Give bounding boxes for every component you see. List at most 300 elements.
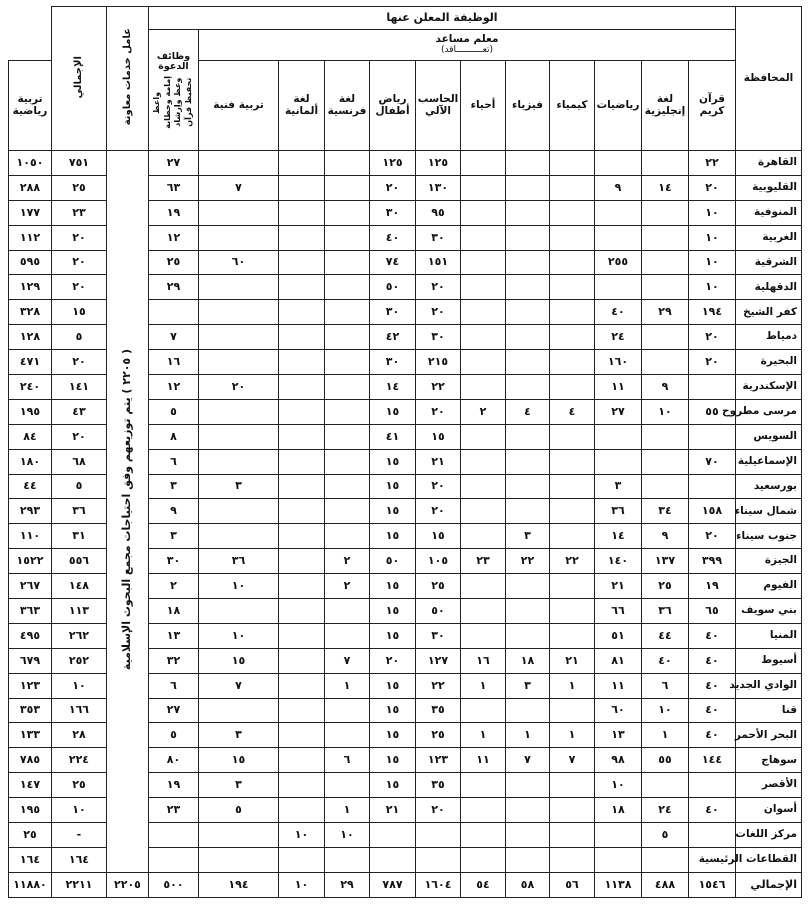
value-cell: ٢٠ [689, 325, 736, 350]
value-cell: ٩ [148, 499, 198, 524]
value-cell: ٧ [199, 673, 279, 698]
value-cell [416, 847, 461, 872]
value-cell: ٣٩٩ [689, 549, 736, 574]
value-cell [279, 424, 325, 449]
value-cell [279, 673, 325, 698]
value-cell [279, 723, 325, 748]
value-cell [506, 449, 550, 474]
value-cell [199, 300, 279, 325]
value-cell: ٤٠ [689, 648, 736, 673]
value-cell: ٣ [506, 524, 550, 549]
value-cell: ٤٠ [689, 723, 736, 748]
value-cell: ٥١ [595, 623, 642, 648]
governorate-cell: سوهاج [736, 748, 802, 773]
value-cell [461, 798, 506, 823]
value-cell: ٩٨ [595, 748, 642, 773]
value-cell [199, 524, 279, 549]
total-cell: ١٩٥ [9, 798, 52, 823]
worker-cell: ٢٥ [51, 175, 106, 200]
value-cell: ٣٠ [148, 549, 198, 574]
total-value-cell: ١٠ [279, 872, 325, 897]
value-cell: ١٦ [148, 350, 198, 375]
value-cell [279, 574, 325, 599]
total-value-cell: ٥٤ [461, 872, 506, 897]
value-cell: ٢٥ [416, 723, 461, 748]
value-cell: ١٥ [370, 499, 416, 524]
value-cell: ٢٣ [461, 549, 506, 574]
value-cell: ١٠ [689, 200, 736, 225]
governorate-cell: كفر الشيخ [736, 300, 802, 325]
value-cell: ٣٦ [642, 599, 689, 624]
value-cell: ٤ [506, 399, 550, 424]
value-cell [550, 449, 595, 474]
value-cell: ١٣ [148, 623, 198, 648]
value-cell [595, 823, 642, 848]
total-cell: ٣٥٣ [9, 698, 52, 723]
total-cell: ١٥٢٢ [9, 549, 52, 574]
value-cell [279, 499, 325, 524]
total-cell: ١٤٧ [9, 773, 52, 798]
value-cell [506, 798, 550, 823]
value-cell [550, 524, 595, 549]
value-cell: ٥٠ [370, 549, 416, 574]
value-cell [689, 424, 736, 449]
value-cell [461, 449, 506, 474]
value-cell [279, 399, 325, 424]
value-cell [325, 325, 370, 350]
value-cell: ٤٤ [642, 623, 689, 648]
value-cell [461, 623, 506, 648]
worker-cell: ٢٠ [51, 225, 106, 250]
value-cell [279, 200, 325, 225]
value-cell: ١٠ [642, 399, 689, 424]
value-cell: ١٨ [595, 798, 642, 823]
value-cell [325, 175, 370, 200]
total-value-cell: ١١٣٨ [595, 872, 642, 897]
value-cell [199, 823, 279, 848]
value-cell [595, 200, 642, 225]
value-cell: ٢٠ [416, 499, 461, 524]
value-cell [550, 151, 595, 176]
value-cell: ١٨ [506, 648, 550, 673]
value-cell: ١٢٣ [416, 748, 461, 773]
total-cell: ٢٦٧ [9, 574, 52, 599]
value-cell [461, 424, 506, 449]
col-subject-english: لغة إنجليزية [642, 61, 689, 151]
total-value-cell: ٧٨٧ [370, 872, 416, 897]
value-cell: ٢٠ [370, 175, 416, 200]
value-cell [461, 375, 506, 400]
value-cell [642, 275, 689, 300]
worker-cell: ٢٨ [51, 723, 106, 748]
value-cell: ٢٥ [642, 574, 689, 599]
governorate-cell: القطاعات الرئيسية [736, 847, 802, 872]
governorate-cell: مرسى مطروح [736, 399, 802, 424]
value-cell [506, 350, 550, 375]
worker-cell: ٢٥٢ [51, 648, 106, 673]
value-cell [199, 200, 279, 225]
value-cell [461, 175, 506, 200]
value-cell: ٢٠ [416, 474, 461, 499]
value-cell [325, 599, 370, 624]
governorate-cell: شمال سيناء [736, 499, 802, 524]
value-cell: ١ [461, 673, 506, 698]
totals-row [9, 872, 802, 897]
value-cell [325, 399, 370, 424]
value-cell [550, 474, 595, 499]
value-cell: ٥٠ [370, 275, 416, 300]
value-cell [689, 773, 736, 798]
value-cell [550, 200, 595, 225]
value-cell: ١٨ [148, 599, 198, 624]
value-cell [199, 325, 279, 350]
value-cell [461, 151, 506, 176]
value-cell [642, 200, 689, 225]
value-cell: ٤٠ [595, 300, 642, 325]
value-cell: ٢٥٥ [595, 250, 642, 275]
value-cell: ٣٠ [416, 623, 461, 648]
worker-cell: ٤٣ [51, 399, 106, 424]
value-cell [595, 424, 642, 449]
value-cell [461, 524, 506, 549]
value-cell [325, 449, 370, 474]
value-cell [325, 275, 370, 300]
value-cell: ٧٤ [370, 250, 416, 275]
value-cell [461, 698, 506, 723]
value-cell [689, 823, 736, 848]
value-cell [370, 847, 416, 872]
value-cell [550, 325, 595, 350]
value-cell [506, 599, 550, 624]
value-cell: ٣ [199, 474, 279, 499]
value-cell [550, 623, 595, 648]
value-cell: ١٢٥ [416, 151, 461, 176]
value-cell: ١٥ [416, 424, 461, 449]
value-cell: ١٥ [370, 698, 416, 723]
value-cell [199, 698, 279, 723]
worker-cell: ٣١ [51, 524, 106, 549]
value-cell [461, 250, 506, 275]
value-cell [370, 823, 416, 848]
total-value-cell: ١٥٤٦ [689, 872, 736, 897]
value-cell [199, 399, 279, 424]
value-cell [199, 151, 279, 176]
value-cell [279, 798, 325, 823]
governorate-cell: بني سويف [736, 599, 802, 624]
value-cell [550, 823, 595, 848]
value-cell [461, 225, 506, 250]
governorate-cell: أسيوط [736, 648, 802, 673]
value-cell: ٢٥ [148, 250, 198, 275]
value-cell [461, 773, 506, 798]
value-cell [461, 300, 506, 325]
value-cell [506, 325, 550, 350]
value-cell [279, 375, 325, 400]
total-cell: ١٠٥٠ [9, 151, 52, 176]
value-cell: ٩ [642, 375, 689, 400]
value-cell: ٣٠ [416, 325, 461, 350]
value-cell: ٢ [325, 574, 370, 599]
col-subject-biology: أحياء [461, 61, 506, 151]
value-cell: ٢٠ [370, 648, 416, 673]
value-cell [550, 424, 595, 449]
governorate-cell: الفيوم [736, 574, 802, 599]
value-cell: ٤٠ [689, 673, 736, 698]
value-cell [550, 698, 595, 723]
value-cell: ١٠ [689, 250, 736, 275]
value-cell: ١٦ [461, 648, 506, 673]
value-cell: ٩٥ [416, 200, 461, 225]
total-dawa-cell: ٢٢٠٥ [106, 872, 148, 897]
worker-cell: ١٠ [51, 673, 106, 698]
value-cell: ١٥ [370, 673, 416, 698]
value-cell: ٧ [550, 748, 595, 773]
value-cell [325, 300, 370, 325]
worker-cell: ٥٥٦ [51, 549, 106, 574]
value-cell: ١ [550, 673, 595, 698]
total-cell: ٧٨٥ [9, 748, 52, 773]
value-cell [325, 723, 370, 748]
value-cell [325, 524, 370, 549]
value-cell: ٢٠ [689, 524, 736, 549]
worker-cell: ٢٠ [51, 250, 106, 275]
value-cell [461, 275, 506, 300]
dawa-note-cell [106, 151, 148, 873]
value-cell [642, 250, 689, 275]
value-cell [461, 823, 506, 848]
governorate-cell: البحيرة [736, 350, 802, 375]
value-cell: ١٠٥ [416, 549, 461, 574]
governorate-cell: المنيا [736, 623, 802, 648]
value-cell: ٩ [642, 524, 689, 549]
value-cell: ١٢٥ [370, 151, 416, 176]
value-cell: ١١ [595, 673, 642, 698]
governorate-cell: الأقصر [736, 773, 802, 798]
worker-cell: - [51, 823, 106, 848]
value-cell: ٢٩ [148, 275, 198, 300]
value-cell: ٢٠ [416, 300, 461, 325]
value-cell: ١ [461, 723, 506, 748]
value-cell: ١٣٧ [642, 549, 689, 574]
value-cell [506, 200, 550, 225]
total-cell: ١٣٣ [9, 723, 52, 748]
value-cell [550, 599, 595, 624]
value-cell [279, 325, 325, 350]
governorate-cell: القاهرة [736, 151, 802, 176]
total-value-cell: ٢٩ [325, 872, 370, 897]
value-cell: ٢٢ [550, 549, 595, 574]
value-cell: ١٤ [370, 375, 416, 400]
total-cell: ٢٥ [9, 823, 52, 848]
value-cell [506, 424, 550, 449]
value-cell [506, 474, 550, 499]
value-cell: ٦٣ [148, 175, 198, 200]
governorate-cell: جنوب سيناء [736, 524, 802, 549]
value-cell [199, 599, 279, 624]
value-cell [279, 225, 325, 250]
value-cell: ١٤ [642, 175, 689, 200]
worker-cell: ٦٨ [51, 449, 106, 474]
value-cell: ٢٠ [689, 350, 736, 375]
value-cell [550, 175, 595, 200]
value-cell [642, 350, 689, 375]
value-cell: ٢٤ [642, 798, 689, 823]
value-cell [550, 798, 595, 823]
value-cell [506, 823, 550, 848]
value-cell [550, 250, 595, 275]
value-cell: ٣ [148, 474, 198, 499]
value-cell: ٢٠ [416, 399, 461, 424]
value-cell [506, 300, 550, 325]
value-cell [325, 375, 370, 400]
value-cell: ٢١ [416, 449, 461, 474]
worker-cell: ٧٥١ [51, 151, 106, 176]
value-cell [461, 599, 506, 624]
value-cell [148, 300, 198, 325]
value-cell: ٢١٥ [416, 350, 461, 375]
value-cell: ٢ [325, 549, 370, 574]
value-cell: ٥ [148, 723, 198, 748]
value-cell: ٦٠ [595, 698, 642, 723]
value-cell [506, 250, 550, 275]
worker-cell: ١١٣ [51, 599, 106, 624]
total-cell: ١٩٥ [9, 399, 52, 424]
value-cell: ٣٢ [148, 648, 198, 673]
value-cell: ١٥ [370, 599, 416, 624]
value-cell: ٧ [148, 325, 198, 350]
value-cell [642, 424, 689, 449]
value-cell: ١٠ [279, 823, 325, 848]
value-cell: ٢٧ [595, 399, 642, 424]
worker-cell: ١٠ [51, 798, 106, 823]
value-cell: ٧٠ [689, 449, 736, 474]
value-cell [279, 449, 325, 474]
value-cell: ٢٧ [148, 151, 198, 176]
total-value-cell: ٥٠٠ [148, 872, 198, 897]
value-cell [506, 847, 550, 872]
value-cell: ١ [642, 723, 689, 748]
value-cell: ٢١ [595, 574, 642, 599]
value-cell [642, 773, 689, 798]
value-cell: ١٠ [689, 275, 736, 300]
value-cell: ١٥١ [416, 250, 461, 275]
total-value-cell: ٥٦ [550, 872, 595, 897]
value-cell [642, 449, 689, 474]
value-cell: ٢ [461, 399, 506, 424]
value-cell [325, 250, 370, 275]
value-cell [279, 175, 325, 200]
value-cell: ١٥ [199, 748, 279, 773]
dawa-note: ( ٢٢٠٥ ) يتم توزيعهم وفق احتياجات مجمع البحوث الإسلامية [120, 349, 134, 671]
col-subject-chemistry: كيمياء [550, 61, 595, 151]
col-subject-computer: الحاسب الآلي [416, 61, 461, 151]
value-cell [461, 350, 506, 375]
col-subject-art: تربية فنية [199, 61, 279, 151]
value-cell [550, 574, 595, 599]
value-cell: ١٢ [148, 225, 198, 250]
value-cell [279, 524, 325, 549]
jobs-table [8, 6, 802, 898]
value-cell: ١٥ [199, 648, 279, 673]
value-cell: ٢١ [550, 648, 595, 673]
value-cell: ٤٠ [689, 698, 736, 723]
value-cell: ٦٥ [689, 599, 736, 624]
value-cell [461, 499, 506, 524]
value-cell: ١ [325, 798, 370, 823]
total-cell: ٢٤٠ [9, 375, 52, 400]
total-cell: ١٢٣ [9, 673, 52, 698]
value-cell: ٢١ [370, 798, 416, 823]
value-cell: ١٣ [595, 723, 642, 748]
value-cell: ٩ [595, 175, 642, 200]
jobs-distribution-table-page [8, 6, 802, 898]
value-cell: ١٥ [370, 474, 416, 499]
value-cell: ٣ [148, 524, 198, 549]
value-cell [506, 225, 550, 250]
value-cell [506, 698, 550, 723]
governorate-cell: الجيزة [736, 549, 802, 574]
value-cell: ٨ [148, 424, 198, 449]
value-cell [199, 275, 279, 300]
value-cell: ٢ [148, 574, 198, 599]
value-cell: ٣ [506, 673, 550, 698]
total-total-cell: ١١٨٨٠ [9, 872, 52, 897]
value-cell [279, 474, 325, 499]
value-cell: ١١ [461, 748, 506, 773]
col-subject-math: رياضيات [595, 61, 642, 151]
value-cell: ١٥ [370, 399, 416, 424]
worker-cell: ١٦٤ [51, 847, 106, 872]
value-cell: ١٥ [370, 449, 416, 474]
worker-cell: ٢٠ [51, 350, 106, 375]
value-cell [550, 375, 595, 400]
governorate-cell: السويس [736, 424, 802, 449]
value-cell [550, 847, 595, 872]
value-cell [595, 225, 642, 250]
col-subject-french: لغة فرنسية [325, 61, 370, 151]
value-cell: ٢٢ [689, 151, 736, 176]
value-cell: ١٥ [370, 524, 416, 549]
total-cell: ١١٢ [9, 225, 52, 250]
value-cell [199, 499, 279, 524]
value-cell: ٢٠ [416, 275, 461, 300]
value-cell [642, 847, 689, 872]
value-cell [461, 325, 506, 350]
value-cell: ١٥ [370, 623, 416, 648]
worker-cell: ٢٢٤ [51, 748, 106, 773]
worker-cell: ٢٠ [51, 275, 106, 300]
col-subject-german: لغة ألمانية [279, 61, 325, 151]
value-cell: ١٥ [370, 574, 416, 599]
value-cell [279, 623, 325, 648]
value-cell: ٤٠ [642, 648, 689, 673]
total-cell: ٣٦٣ [9, 599, 52, 624]
value-cell [279, 549, 325, 574]
value-cell: ٣٠ [370, 200, 416, 225]
value-cell [642, 225, 689, 250]
totals-label: الإجمالي [736, 872, 802, 897]
value-cell [595, 275, 642, 300]
value-cell [199, 350, 279, 375]
value-cell: ٢٣ [148, 798, 198, 823]
value-cell: ١٩ [148, 200, 198, 225]
governorate-cell: الإسكندرية [736, 375, 802, 400]
value-cell: ١٥ [370, 723, 416, 748]
value-cell: ٢٧ [148, 698, 198, 723]
value-cell [279, 300, 325, 325]
value-cell: ٣ [199, 723, 279, 748]
total-worker-cell: ٢٢١١ [51, 872, 106, 897]
